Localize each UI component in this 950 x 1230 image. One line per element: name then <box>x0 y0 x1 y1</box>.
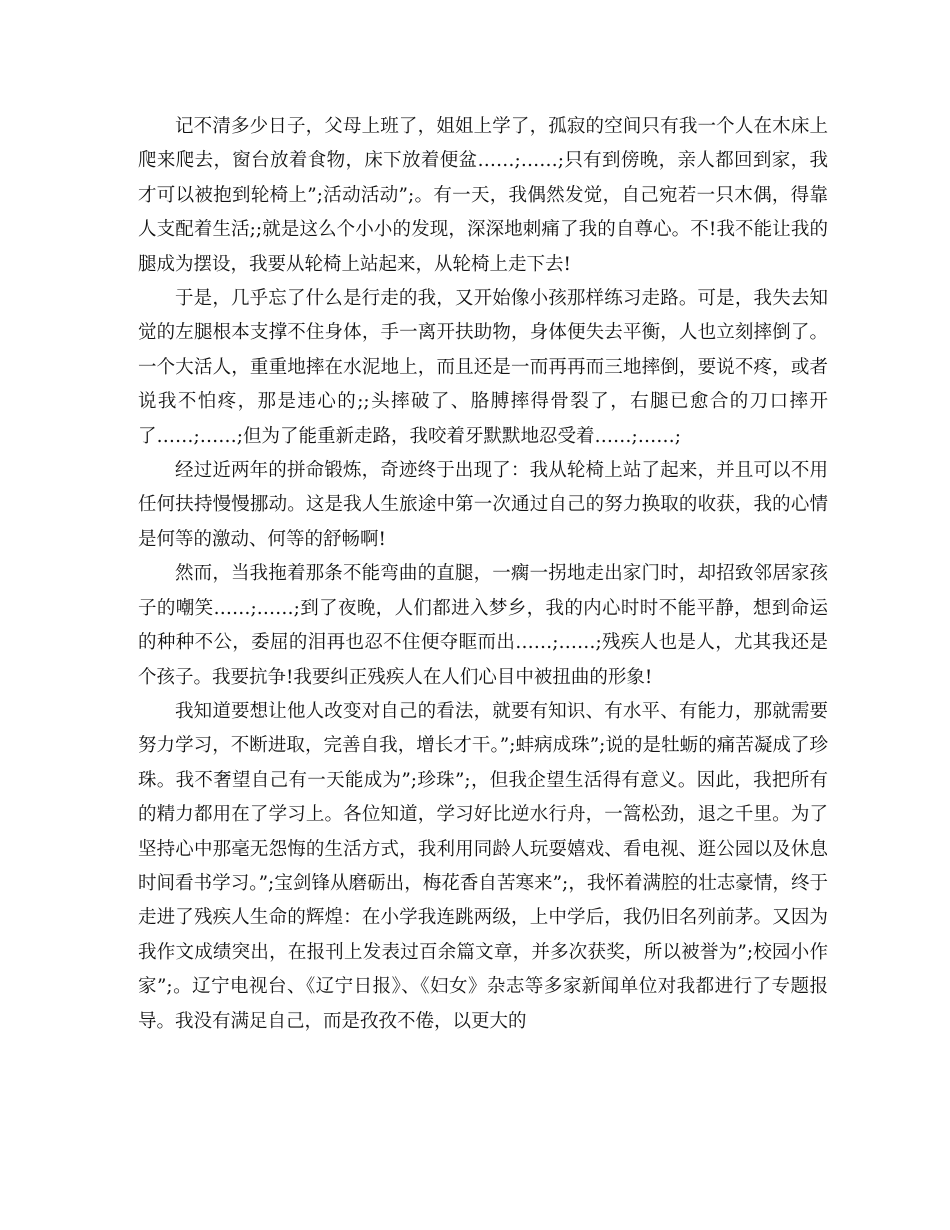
paragraph-2: 于是，几乎忘了什么是行走的我，又开始像小孩那样练习走路。可是，我失去知觉的左腿根本支撑不住身体，手一离开扶助物，身体便失去平衡，人也立刻摔倒了。一个大活人，重重地摔在水泥地上，而且还是一而再再而三地摔倒，要说不疼，或者说我不怕疼，那是违心的;;头摔破了、胳膊摔得骨裂了，右腿已愈合的刀口摔开了……;……;但为了能重新走路，我咬着牙默默地忍受着……;……; <box>138 288 828 447</box>
article-body <box>138 110 828 1039</box>
paragraph-3: 经过近两年的拼命锻炼，奇迹终于出现了：我从轮椅上站了起来，并且可以不用任何扶持慢慢挪动。这是我人生旅途中第一次通过自己的努力换取的收获，我的心情是何等的激动、何等的舒畅啊! <box>138 460 828 550</box>
paragraph-4: 然而，当我拖着那条不能弯曲的直腿，一瘸一拐地走出家门时，却招致邻居家孩子的嘲笑……;……;到了夜晚，人们都进入梦乡，我的内心时时不能平静，想到命运的种种不公，委屈的泪再也忍不住便夺眶而出……;……;残疾人也是人，尤其我还是个孩子。我要抗争!我要纠正残疾人在人们心目中被扭曲的形象! <box>138 563 828 688</box>
paragraph-5: 我知道要想让他人改变对自己的看法，就要有知识、有水平、有能力，那就需要努力学习，不断进取，完善自我，增长才干。”;蚌病成珠”;说的是牡蛎的痛苦凝成了珍珠。我不奢望自己有一天能成为”;珍珠”;，但我企望生活得有意义。因此，我把所有的精力都用在了学习上。各位知道，学习好比逆水行舟，一篙松劲，退之千里。为了坚持心中那毫无怨悔的生活方式，我利用同龄人玩耍嬉戏、看电视、逛公园以及休息时间看书学习。”;宝剑锋从磨砺出，梅花香自苦寒来”;，我怀着满腔的壮志豪情，终于走进了残疾人生命的辉煌：在小学我连跳两级，上中学后，我仍旧名列前茅。又因为我作文成绩突出，在报刊上发表过百余篇文章，并多次获奖，所以被誉为”;校园小作家”;。辽宁电视台、《辽宁日报》、《妇女》杂志等多家新闻单位对我都进行了专题报导。我没有满足自己，而是孜孜不倦，以更大的 <box>138 700 828 1032</box>
paragraph-1: 记不清多少日子，父母上班了，姐姐上学了，孤寂的空间只有我一个人在木床上爬来爬去，窗台放着食物，床下放着便盆……;……;只有到傍晚，亲人都回到家，我才可以被抱到轮椅上”;活动活动”;。有一天，我偶然发觉，自己宛若一只木偶，得靠人支配着生活;;就是这么个小小的发现，深深地刺痛了我的自尊心。不!我不能让我的腿成为摆设，我要从轮椅上站起来，从轮椅上走下去! <box>138 116 828 275</box>
